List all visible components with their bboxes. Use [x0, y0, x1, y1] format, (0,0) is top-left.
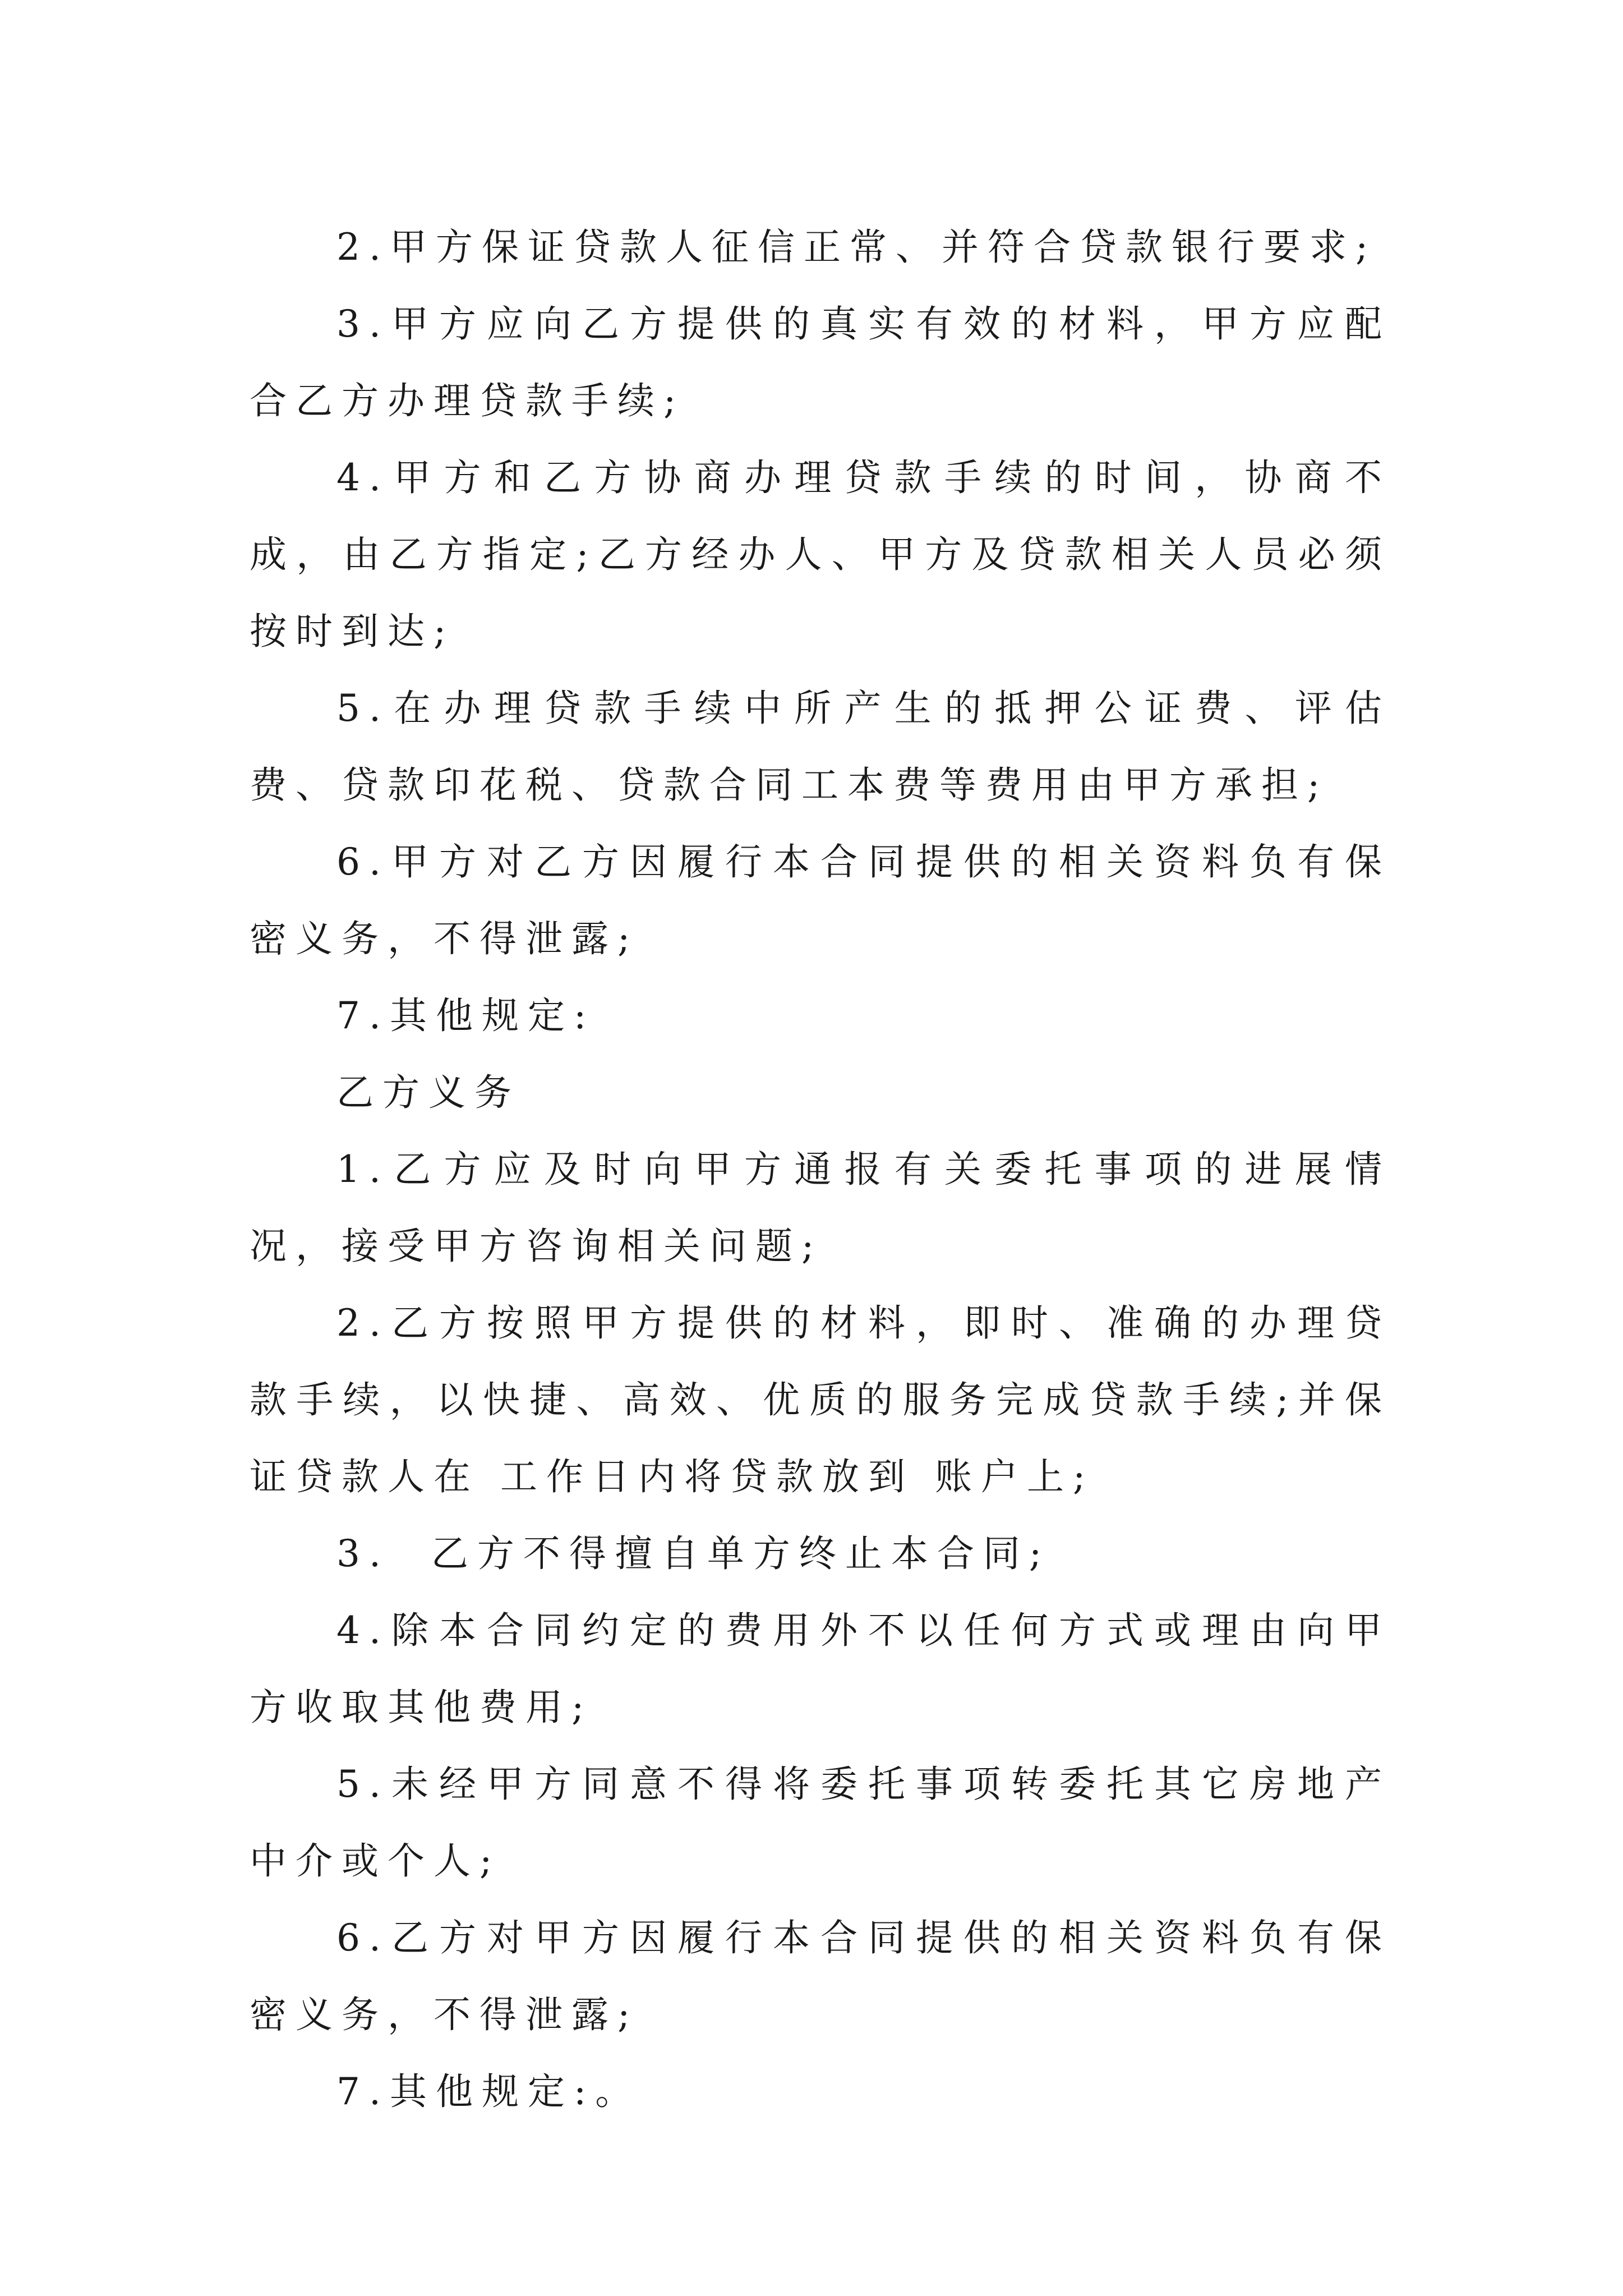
document-body [250, 209, 1391, 2130]
clause-party-b-3: 3. 乙方不得擅自单方终止本合同; [336, 1532, 1051, 1575]
clause-party-b-1: 1.乙方应及时向甲方通报有关委托事项的进展情况，接受甲方咨询相关问题; [250, 1148, 1391, 1268]
clause-party-a-5: 5.在办理贷款手续中所产生的抵押公证费、评估费、贷款印花税、贷款合同工本费等费用由甲方承担; [250, 687, 1391, 807]
clause-party-a-4: 4.甲方和乙方协商办理贷款手续的时间，协商不成，由乙方指定;乙方经办人、甲方及贷款相关人员必须按时到达; [250, 456, 1391, 653]
clause-party-b-2: 2.乙方按照甲方提供的材料，即时、准确的办理贷款手续，以快捷、高效、优质的服务完成贷款手续;并保证贷款人在 工作日内将贷款放到 账户上; [250, 1301, 1391, 1498]
clause-party-a-6: 6.甲方对乙方因履行本合同提供的相关资料负有保密义务，不得泄露; [250, 840, 1391, 960]
section-heading-party-b: 乙方义务 [336, 1071, 520, 1114]
clause-party-a-7: 7.其他规定: [336, 994, 596, 1037]
clause-party-a-3: 3.甲方应向乙方提供的真实有效的材料，甲方应配合乙方办理贷款手续; [250, 302, 1391, 422]
clause-party-a-2: 2.甲方保证贷款人征信正常、并符合贷款银行要求; [336, 226, 1377, 269]
clause-party-b-5: 5.未经甲方同意不得将委托事项转委托其它房地产中介或个人; [250, 1763, 1391, 1883]
clause-party-b-4: 4.除本合同约定的费用外不以任何方式或理由向甲方收取其他费用; [250, 1609, 1391, 1729]
clause-party-b-6: 6.乙方对甲方因履行本合同提供的相关资料负有保密义务，不得泄露; [250, 1916, 1391, 2036]
clause-party-b-7: 7.其他规定:。 [336, 2070, 642, 2113]
